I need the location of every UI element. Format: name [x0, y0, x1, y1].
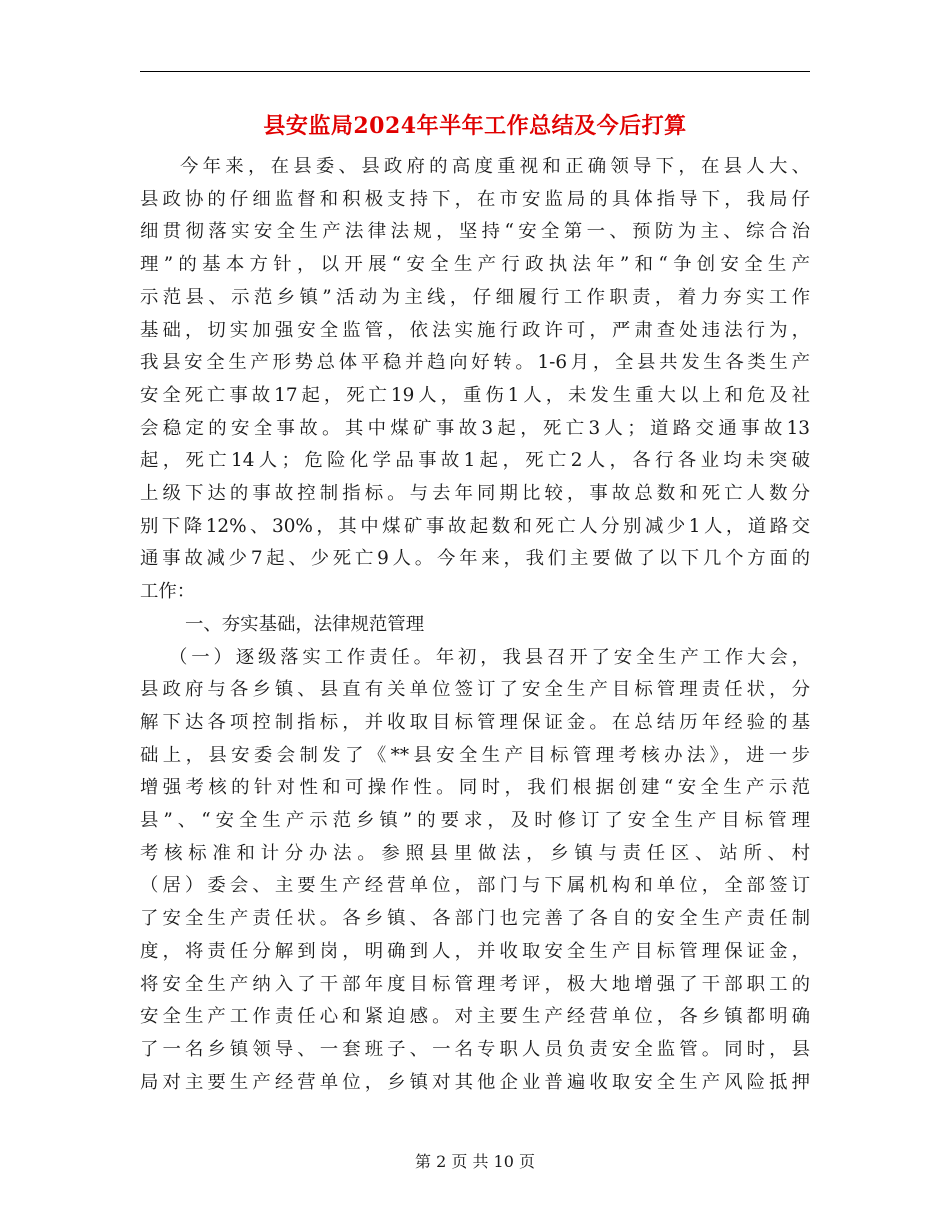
- body-line: 工作：: [140, 581, 196, 603]
- section-heading: 一、夯实基础，法律规范管理: [185, 613, 425, 635]
- header-rule: [140, 71, 810, 72]
- body-line: 县”、“安全生产示范乡镇”的要求，及时修订了安全生产目标管理: [140, 810, 810, 831]
- body-line: 县政协的仔细监督和积极支持下，在市安监局的具体指导下，我局仔: [140, 188, 810, 210]
- body-line: 了一名乡镇领导、一套班子、一名专职人员负责安全监管。同时，县: [140, 1038, 810, 1060]
- body-line: 局对主要生产经营单位，乡镇对其他企业普遍收取安全生产风险抵押: [140, 1071, 810, 1093]
- body-line: 细贯彻落实安全生产法律法规，坚持“安全第一、预防为主、综合治: [140, 221, 810, 243]
- body-line: 通事故减少7起、少死亡9人。今年来，我们主要做了以下几个方面的: [140, 548, 810, 570]
- body-line: 度，将责任分解到岗，明确到人，并收取安全生产目标管理保证金，: [140, 940, 810, 962]
- body-line: 础上，县安委会制发了《**县安全生产目标管理考核办法》，进一步: [140, 744, 810, 766]
- body-line: 示范县、示范乡镇”活动为主线，仔细履行工作职责，着力夯实工作: [140, 286, 810, 308]
- body-line: 今年来，在县委、县政府的高度重视和正确领导下，在县人大、: [180, 156, 810, 177]
- body-line: 会稳定的安全事故。其中煤矿事故3起，死亡3人；道路交通事故13: [140, 417, 810, 439]
- body-line: 我县安全生产形势总体平稳并趋向好转。1-6月，全县共发生各类生产: [140, 352, 810, 374]
- body-line: 上级下达的事故控制指标。与去年同期比较，事故总数和死亡人数分: [140, 483, 810, 504]
- body-line: 安全死亡事故17起，死亡19人，重伤1人，未发生重大以上和危及社: [140, 384, 810, 406]
- body-line: 解下达各项控制指标，并收取目标管理保证金。在总结历年经验的基: [140, 711, 810, 733]
- body-line: 安全生产工作责任心和紧迫感。对主要生产经营单位，各乡镇都明确: [140, 1006, 810, 1028]
- body-line: 基础，切实加强安全监管，依法实施行政许可，严肃查处违法行为，: [140, 319, 810, 341]
- body-line: （居）委会、主要生产经营单位，部门与下属机构和单位，全部签订: [140, 875, 810, 897]
- body-line: 将安全生产纳入了干部年度目标管理考评，极大地增强了干部职工的: [140, 973, 810, 995]
- body-line: 增强考核的针对性和可操作性。同时，我们根据创建“安全生产示范: [140, 777, 810, 799]
- body-line: 考核标准和计分办法。参照县里做法，乡镇与责任区、站所、村: [140, 842, 810, 864]
- body-line: 县政府与各乡镇、县直有关单位签订了安全生产目标管理责任状，分: [140, 679, 810, 701]
- document-title: 县安监局2024年半年工作总结及今后打算: [263, 113, 687, 139]
- body-line: 理”的基本方针，以开展“安全生产行政执法年”和“争创安全生产: [140, 254, 810, 276]
- body-line: 了安全生产责任状。各乡镇、各部门也完善了各自的安全生产责任制: [140, 908, 810, 930]
- body-line: （一）逐级落实工作责任。年初，我县召开了安全生产工作大会，: [169, 646, 810, 668]
- page-number: 第 2 页 共 10 页: [415, 1152, 535, 1171]
- body-line: 起，死亡14人；危险化学品事故1起，死亡2人，各行各业均未突破: [140, 450, 810, 472]
- body-line: 别下降12%、30%，其中煤矿事故起数和死亡人分别减少1人，道路交: [140, 515, 810, 537]
